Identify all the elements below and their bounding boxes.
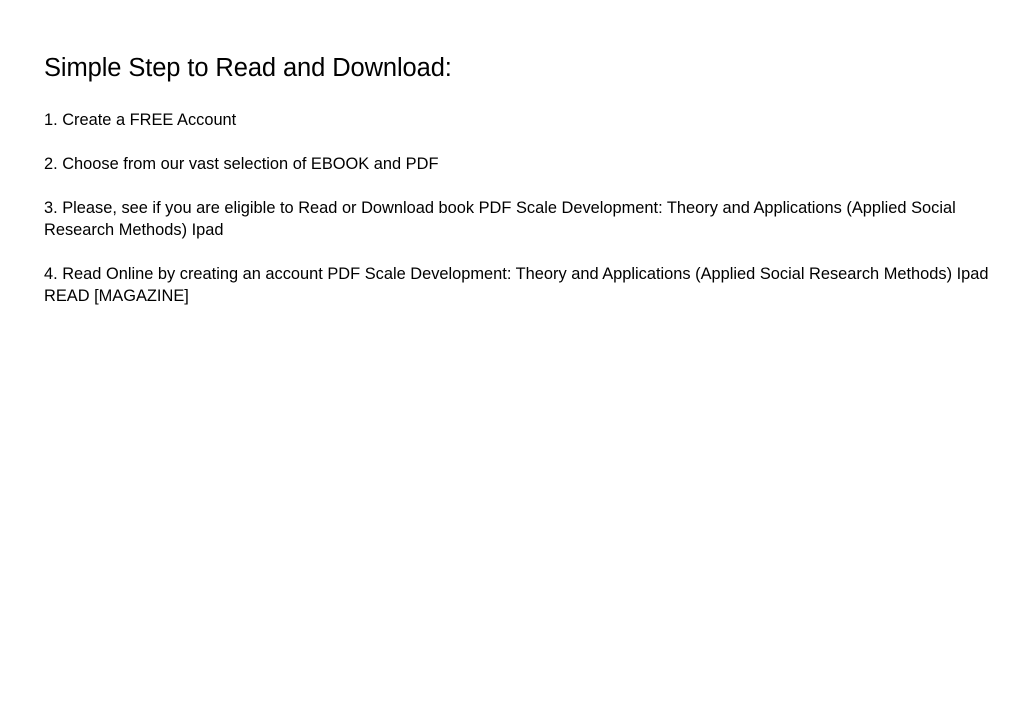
step-3: 3. Please, see if you are eligible to Read or Download book PDF Scale Development: Theory and Applications (Applied Social Research Methods) Ipad	[44, 199, 956, 239]
document-page	[44, 53, 994, 329]
step-4: 4. Read Online by creating an account PDF Scale Development: Theory and Applications (Applied Social Research Methods) Ipad READ [MAGAZINE]	[44, 265, 989, 305]
page-title: Simple Step to Read and Download:	[44, 54, 452, 82]
step-1: 1. Create a FREE Account	[44, 111, 237, 129]
step-2: 2. Choose from our vast selection of EBOOK and PDF	[44, 155, 439, 173]
